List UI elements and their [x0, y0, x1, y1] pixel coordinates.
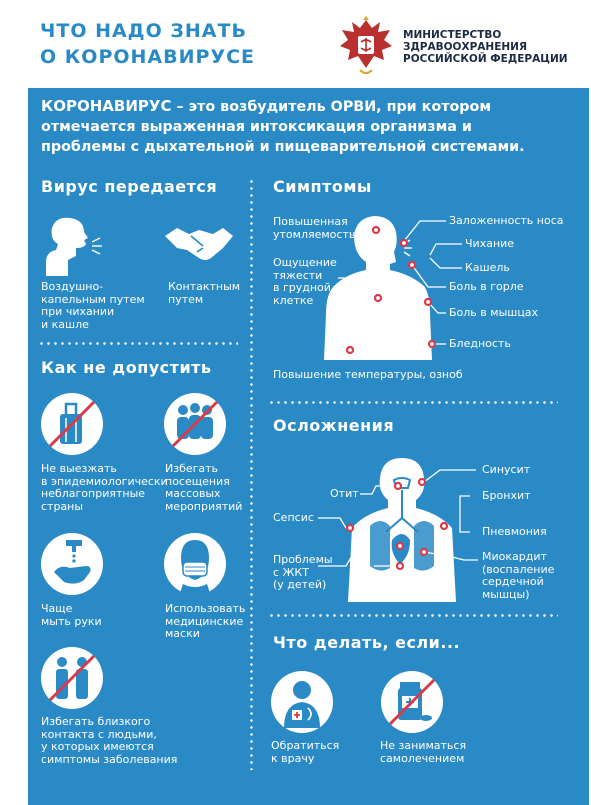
see-doctor-line: к врачу	[271, 751, 315, 765]
medical-mask-line: маски	[165, 627, 200, 640]
medical-mask-line: медицинские	[165, 614, 244, 628]
fatigue-line: Повышенная	[273, 215, 348, 228]
transmission-heading: Вирус передается	[41, 177, 218, 196]
airborne-line: при чихании	[41, 305, 115, 318]
avoid-contact-line: у которых имеются	[41, 740, 154, 753]
no-travel-line: неблагоприятные	[41, 487, 146, 500]
pallor-label: Бледность	[449, 337, 511, 350]
airborne-line: капельным путем	[41, 292, 145, 306]
chest-heaviness-line: Ощущение	[273, 256, 337, 269]
contact-transmission-line: путем	[168, 292, 204, 306]
hand-washing-line: мыть руки	[41, 614, 102, 628]
myocarditis-line: (воспаление	[482, 562, 555, 576]
prevention-heading: Как не допустить	[41, 358, 212, 377]
gi-problems-label	[273, 554, 333, 592]
myocarditis-line: сердечной	[482, 575, 544, 588]
myocarditis-line: Миокардит	[482, 550, 547, 563]
chest-heaviness-line: в грудной	[273, 281, 331, 294]
airborne-line: Воздушно-	[41, 280, 104, 293]
sinusitis-label: Синусит	[482, 463, 531, 476]
sneezing-label: Чихание	[465, 237, 515, 250]
myocarditis-label	[482, 551, 554, 601]
nasal-congestion-label: Заложенность носа	[449, 214, 564, 227]
intro-text: – это возбудитель ОРВИ, при котором отмечается выраженная интоксикация организма и проблемы с дыхательной и пищеварительной системами.	[41, 99, 525, 155]
gi-problems-line: с ЖКТ	[273, 565, 309, 579]
no-travel-line: страны	[41, 499, 84, 513]
title-line-2: О КОРОНАВИРУСЕ	[40, 46, 256, 68]
avoid-contact-line: Избегать близкого	[41, 715, 151, 728]
no-self-medication-icon	[380, 670, 444, 734]
see-doctor-line: Обратиться	[271, 739, 340, 752]
ministry-line-3: РОССИЙСКОЙ ФЕДЕРАЦИИ	[403, 53, 568, 65]
actions-heading: Что делать, если...	[273, 633, 461, 652]
symptoms-heading: Симптомы	[273, 177, 372, 196]
avoid-contact-line: симптомы заболевания	[41, 752, 178, 766]
bronchitis-label: Бронхит	[482, 489, 531, 502]
airborne-line: и кашле	[41, 317, 89, 331]
pneumonia-label: Пневмония	[482, 525, 547, 538]
otitis-label: Отит	[330, 487, 359, 500]
no-travel-line: в эпидемиологически	[41, 474, 168, 488]
no-crowds-line: Избегать	[165, 462, 219, 475]
chest-heaviness-line: тяжести	[273, 268, 323, 282]
sepsis-label: Сепсис	[273, 511, 314, 524]
no-self-medication-line: Не заниматься	[380, 739, 467, 752]
sore-throat-label: Боль в горле	[449, 280, 524, 293]
title-line-1: ЧТО НАДО ЗНАТЬ	[40, 20, 247, 42]
hand-washing-line: Чаще	[41, 602, 73, 615]
intro-lead: КОРОНАВИРУС	[41, 97, 172, 115]
medical-mask-line: Использовать	[165, 602, 246, 615]
chest-heaviness-line: клетке	[273, 293, 314, 307]
fatigue-line: утомляемость	[273, 227, 356, 241]
avoid-contact-line: контакта с людьми,	[41, 727, 157, 741]
no-self-medication-line: самолечением	[380, 751, 465, 765]
myocarditis-line: мышцы)	[482, 587, 530, 601]
complications-heading: Осложнения	[273, 416, 395, 435]
no-crowds-line: мероприятий	[165, 499, 243, 513]
cough-label: Кашель	[465, 261, 510, 274]
gi-problems-line: Проблемы	[273, 553, 333, 566]
no-crowds-line: массовых	[165, 487, 221, 500]
ministry-line-2: ЗДРАВООХРАНЕНИЯ	[403, 41, 528, 53]
doctor-icon	[270, 670, 334, 734]
muscle-pain-label: Боль в мышцах	[449, 306, 539, 319]
no-crowds-line: посещения	[165, 474, 230, 488]
no-self-medication-label	[380, 740, 466, 765]
no-travel-line: Не выезжать	[41, 462, 117, 475]
ministry-line-1: МИНИСТЕРСТВО	[403, 29, 502, 41]
gi-problems-line: (у детей)	[273, 578, 327, 591]
contact-transmission-line: Контактным	[168, 280, 241, 293]
see-doctor-label	[271, 740, 339, 765]
fever-label: Повышение температуры, озноб	[273, 368, 463, 381]
